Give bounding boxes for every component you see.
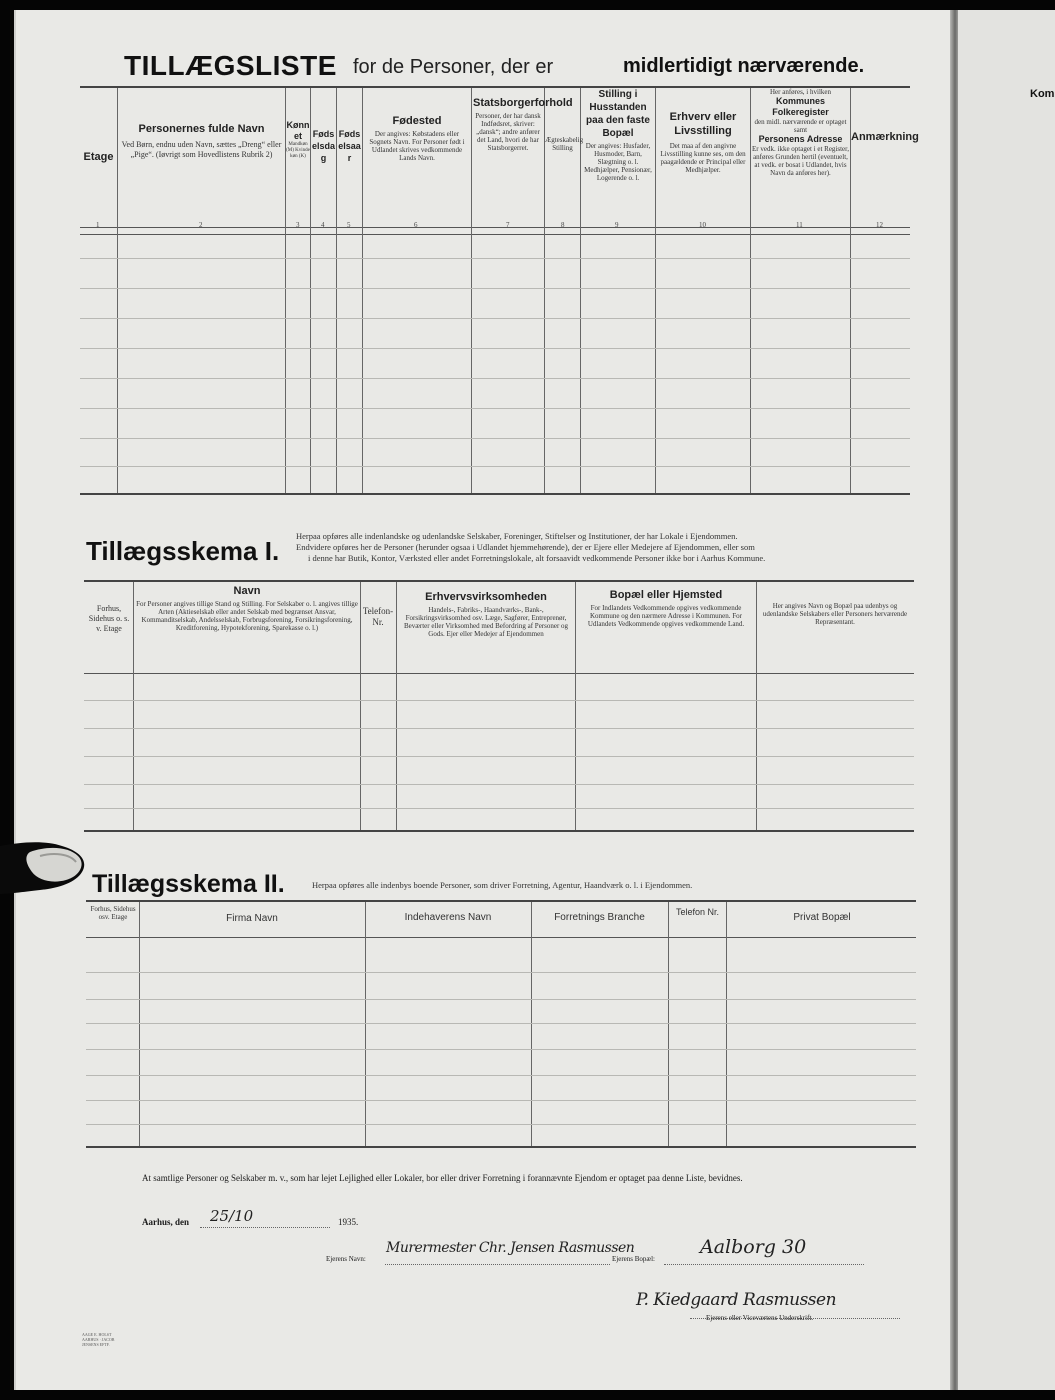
- attestation-text: At samtlige Personer og Selskaber m. v., som har lejet Lejlighed eller Lokaler, bor eller driver Forretning i forannævnte Ejendom er optaget paa denne Liste, bevidnes.: [142, 1173, 743, 1183]
- owner-name-label: Ejerens Navn:: [326, 1255, 366, 1263]
- date-handwritten: 25/10: [210, 1207, 254, 1225]
- col-num: 2: [199, 221, 203, 229]
- col-navn-header: Personernes fulde Navn Ved Børn, endnu uden Navn, sættes „Dreng“ eller „Pige“. (Iøvrigt som Hovedlistens Rubrik 2): [121, 123, 282, 159]
- owner-name-line: [385, 1264, 610, 1265]
- skema1-title: Tillægsskema I.: [86, 536, 280, 566]
- skema1-col-telefon: Telefon-Nr.: [362, 606, 394, 627]
- skema2-col-telefon: Telefon Nr.: [675, 907, 720, 917]
- col-num: 9: [615, 221, 619, 229]
- col-koen-header: Kønnet Mandkøn (M) Kvindekøn (K): [286, 120, 310, 159]
- skema1-col-repraesentant: Her angives Navn og Bopæl paa udenbys og udenlandske Selskabers eller Personers herværende Repræsentant.: [762, 602, 908, 626]
- col-erhverv-header: Erhverv eller Livsstilling Det maa af den angivne Livsstilling kunne ses, om den paagældende er Principal eller Medhjælper.: [660, 111, 746, 174]
- printer-imprint: AAGE E. HOLST AARHUS · JACOB JENSENS EFTF.: [82, 1332, 115, 1347]
- col-statsborger-header: Statsborgerforhold Personer, der har dansk Indfødsret, skriver: „dansk“; andre anfører det Land, hvori de har Statsborgerret.: [473, 97, 573, 152]
- col-num: 5: [347, 221, 351, 229]
- owner-address-label: Ejerens Bopæl:: [612, 1255, 655, 1263]
- skema2-col-indehaver: Indehaverens Navn: [404, 912, 492, 923]
- skema1-intro: Herpaa opføres alle indenlandske og udenlandske Selskaber, Foreninger, Stiftelser og Institutioner, der har Lokale i Ejendommen. Endvidere opføres her de Personer (herunder ogsaa i Udlandet hjemmehørende), der er Ejere eller Medejere af Ejendommen, eller som i denne har Butik, Kontor, Værksted eller andet Forretningslokale, alt forsaavidt vedkommende Personer ikke bor i Aarhus Kommune.: [296, 531, 766, 563]
- col-stilling-header: Stilling i Husstanden paa den faste Bopæl Der angives: Husfader, Husmoder, Barn, Slægtning o. l. Medhjælper, Pensionær, Logerende o. l.: [584, 89, 652, 182]
- date-line: [200, 1227, 330, 1228]
- col-num: 11: [796, 221, 803, 229]
- place-label: Aarhus, den: [142, 1217, 190, 1227]
- next-page: [958, 10, 1055, 1390]
- col-num: 10: [699, 221, 706, 229]
- skema1-col-etage: Forhus, Sidehus o. s. v. Etage: [88, 604, 130, 633]
- col-num: 12: [876, 221, 883, 229]
- year-printed: 1935.: [338, 1217, 359, 1227]
- skema2-col-branche: Forretnings Branche: [554, 912, 645, 923]
- col-num: 4: [321, 221, 325, 229]
- col-folkeregister-header: Her anføres, i hvilken Kommunes Folkeregister den midl. nærværende er optaget samt Personens Adresse Er vedk. ikke optaget i et Register, anføres Grunden hertil (eventuelt, at vedk. er bosat i Udlandet, hvis Navn da anføres her).: [752, 88, 849, 177]
- col-num: 7: [506, 221, 510, 229]
- skema2-col-firma: Firma Navn: [226, 913, 278, 924]
- col-anmaerkning-header: Anmærkning: [851, 131, 919, 143]
- next-page-fragment: Kom: [1030, 88, 1055, 100]
- skema1-col-bopael: Bopæl eller Hjemsted For Indlandets Vedkommende opgives vedkommende Kommune og den nærmere Adresse i Kommunen. For Udlandets Vedkommende opgives vedkommende Land.: [587, 589, 745, 628]
- col-num: 8: [561, 221, 565, 229]
- owner-address-handwritten: Aalborg 30: [700, 1236, 807, 1258]
- signature-handwritten: P. Kiedgaard Rasmussen: [636, 1290, 837, 1310]
- col-num: 3: [296, 221, 300, 229]
- col-foedested-header: Fødested Der angives: Købstadens eller Sognets Navn. For Personer født i Udlandet skrives vedkommende Lands Navn.: [369, 115, 465, 162]
- col-num: 1: [96, 221, 100, 229]
- skema2-col-bopael: Privat Bopæl: [793, 912, 851, 923]
- thumb-image: [0, 838, 90, 898]
- page-title: TILLÆGSLISTE: [124, 50, 337, 81]
- page-title-emph: midlertidigt nærværende.: [623, 55, 865, 77]
- col-aegteskab-header: Ægteskabelig Stilling: [545, 136, 584, 152]
- skema1-col-erhverv: Erhvervsvirksomheden Handels-, Fabriks-, Haandværks-, Bank-, Forsikringsvirksomhed osv. Læge, Sagfører, Entreprenør, Beværter eller Virksomhed med Befordring af Personer og Gods. Ejer eller Medejer af Ejendommen: [403, 591, 569, 638]
- col-num: 6: [414, 221, 418, 229]
- col-foedselsdag-header: Fødselsdag: [311, 129, 335, 163]
- col-etage-header: Etage: [83, 151, 114, 163]
- col-foedselsaar-header: Fødselsaar: [338, 129, 361, 163]
- signature-label: Ejerens eller Viceværtens Underskrift.: [706, 1314, 814, 1322]
- skema2-intro: Herpaa opføres alle indenbys boende Personer, som driver Forretning, Agentur, Haandværk o. l. i Ejendommen.: [312, 880, 693, 890]
- owner-address-line: [664, 1264, 864, 1265]
- owner-name-handwritten: Murermester Chr. Jensen Rasmussen: [386, 1240, 635, 1256]
- skema1-col-navn: Navn For Personer angives tillige Stand og Stilling. For Selskaber o. l. angives tillige Arten (Aktieselskab eller andet Selskab med begrænset Ansvar, Kommanditselskab, Andelsselskab, Forbrugsforening, Forsikringsforening, Kreditforening, Hypotekforening, Sparekasse o. l.): [136, 585, 358, 632]
- page-title-rest: for de Personer, der er: [353, 56, 554, 78]
- skema2-col-etage: Forhus, Sidehus osv. Etage: [90, 905, 136, 921]
- skema2-title: Tillægsskema II.: [92, 870, 285, 898]
